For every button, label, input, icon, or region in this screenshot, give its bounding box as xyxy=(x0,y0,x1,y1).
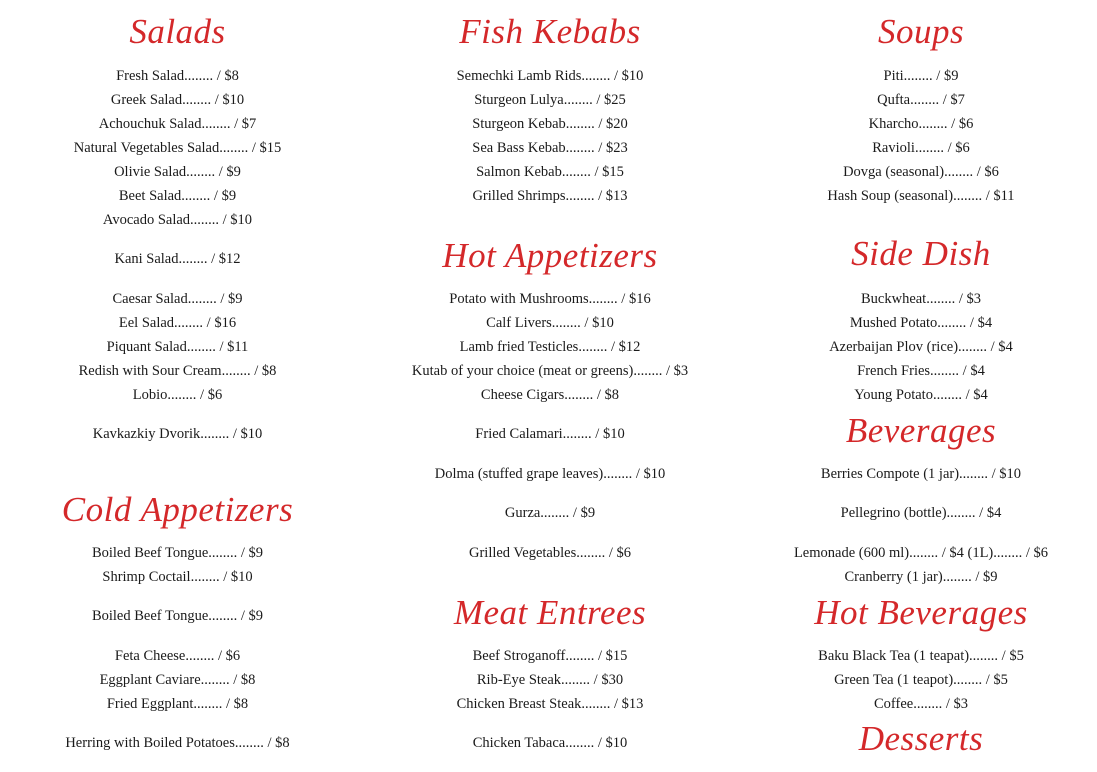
menu-item: Cheese Cigars........ / $8 xyxy=(480,387,620,403)
menu-item: Mushed Potato........ / $4 xyxy=(849,315,993,331)
section-title-fish-kebabs: Fish Kebabs xyxy=(459,12,641,51)
menu-item: Eggplant Caviare........ / $8 xyxy=(99,672,256,688)
menu-item: Hash Soup (seasonal)........ / $11 xyxy=(827,188,1015,204)
menu-column-1 xyxy=(0,0,355,772)
section-title-hot-beverages: Hot Beverages xyxy=(814,593,1028,632)
menu-item: Pellegrino (bottle)........ / $4 xyxy=(840,505,1002,521)
menu-item: Fried Calamari........ / $10 xyxy=(475,426,625,442)
menu-item: Kharcho........ / $6 xyxy=(868,116,974,132)
menu-item: Lemonade (600 ml)........ / $4 (1L)........ / $6 xyxy=(793,545,1049,561)
menu-item: Baku Black Tea (1 teapat)........ / $5 xyxy=(818,648,1024,664)
menu-item: Chicken Breast Steak........ / $13 xyxy=(456,696,644,712)
menu-item: Calf Livers........ / $10 xyxy=(486,315,614,331)
menu-column-2 xyxy=(355,0,745,772)
menu-item: Potato with Mushrooms........ / $16 xyxy=(449,291,651,307)
menu-item: Eel Salad........ / $16 xyxy=(118,315,237,331)
section-title-meat-entrees: Meat Entrees xyxy=(453,593,647,632)
menu-item: Shrimp Coctail........ / $10 xyxy=(102,569,253,585)
menu-item: French Fries........ / $4 xyxy=(857,363,985,379)
menu-item: Young Potato........ / $4 xyxy=(854,387,988,403)
section-title-soups: Soups xyxy=(877,12,965,51)
menu-item: Coffee........ / $3 xyxy=(874,696,968,712)
menu-item: Kavkazkiy Dvorik........ / $10 xyxy=(92,426,263,442)
menu-item: Caesar Salad........ / $9 xyxy=(112,291,243,307)
menu-item: Grilled Shrimps........ / $13 xyxy=(472,188,628,204)
menu-item: Sea Bass Kebab........ / $23 xyxy=(472,140,628,156)
menu-item: Achouchuk Salad........ / $7 xyxy=(98,116,257,132)
menu-item: Sturgeon Lulya........ / $25 xyxy=(474,92,626,108)
menu-item: Sturgeon Kebab........ / $20 xyxy=(472,116,628,132)
menu-item: Qufta........ / $7 xyxy=(877,92,965,108)
menu-item: Berries Compote (1 jar)........ / $10 xyxy=(820,466,1022,482)
menu-item: Lamb fried Testicles........ / $12 xyxy=(459,339,641,355)
menu-item: Grilled Vegetables........ / $6 xyxy=(468,545,632,561)
menu-item: Olivie Salad........ / $9 xyxy=(114,164,241,180)
menu-item: Natural Vegetables Salad........ / $15 xyxy=(73,140,282,156)
menu-item: Avocado Salad........ / $10 xyxy=(102,212,253,228)
menu-item: Ravioli........ / $6 xyxy=(872,140,970,156)
menu-item: Gurza........ / $9 xyxy=(504,505,596,521)
section-title-cold-appetizers: Cold Appetizers xyxy=(61,490,294,529)
menu-item: Fried Eggplant........ / $8 xyxy=(106,696,249,712)
menu-item: Rib-Eye Steak........ / $30 xyxy=(476,672,624,688)
menu-item: Piti........ / $9 xyxy=(883,68,959,84)
menu-item: Buckwheat........ / $3 xyxy=(860,291,981,307)
menu-item: Beet Salad........ / $9 xyxy=(118,188,237,204)
section-title-salads: Salads xyxy=(129,12,226,51)
menu-item: Redish with Sour Cream........ / $8 xyxy=(78,363,277,379)
menu-item: Boiled Beef Tongue........ / $9 xyxy=(91,608,264,624)
menu-column-3 xyxy=(745,0,1097,772)
menu-item: Green Tea (1 teapot)........ / $5 xyxy=(834,672,1008,688)
menu-item: Dovga (seasonal)........ / $6 xyxy=(843,164,999,180)
menu-item: Lobio........ / $6 xyxy=(132,387,223,403)
menu-item: Salmon Kebab........ / $15 xyxy=(476,164,624,180)
section-title-beverages: Beverages xyxy=(845,411,997,450)
section-title-side-dish: Side Dish xyxy=(851,234,991,273)
menu-item: Kutab of your choice (meat or greens)........ / $3 xyxy=(411,363,689,379)
menu-item: Kani Salad........ / $12 xyxy=(114,251,241,267)
menu-item: Cranberry (1 jar)........ / $9 xyxy=(844,569,998,585)
section-title-hot-appetizers: Hot Appetizers xyxy=(442,236,658,275)
menu-item: Herring with Boiled Potatoes........ / $8 xyxy=(65,735,290,751)
menu-item: Greek Salad........ / $10 xyxy=(110,92,245,108)
menu-item: Feta Cheese........ / $6 xyxy=(114,648,241,664)
menu-item: Piquant Salad........ / $11 xyxy=(106,339,249,355)
menu-item: Semechki Lamb Rids........ / $10 xyxy=(456,68,644,84)
menu-item: Azerbaijan Plov (rice)........ / $4 xyxy=(829,339,1013,355)
menu-item: Fresh Salad........ / $8 xyxy=(116,68,239,84)
menu-item: Beef Stroganoff........ / $15 xyxy=(472,648,628,664)
menu-item: Dolma (stuffed grape leaves)........ / $10 xyxy=(434,466,666,482)
menu-item: Boiled Beef Tongue........ / $9 xyxy=(91,545,264,561)
section-title-desserts: Desserts xyxy=(858,719,984,758)
menu-item: Chicken Tabaca........ / $10 xyxy=(472,735,628,751)
